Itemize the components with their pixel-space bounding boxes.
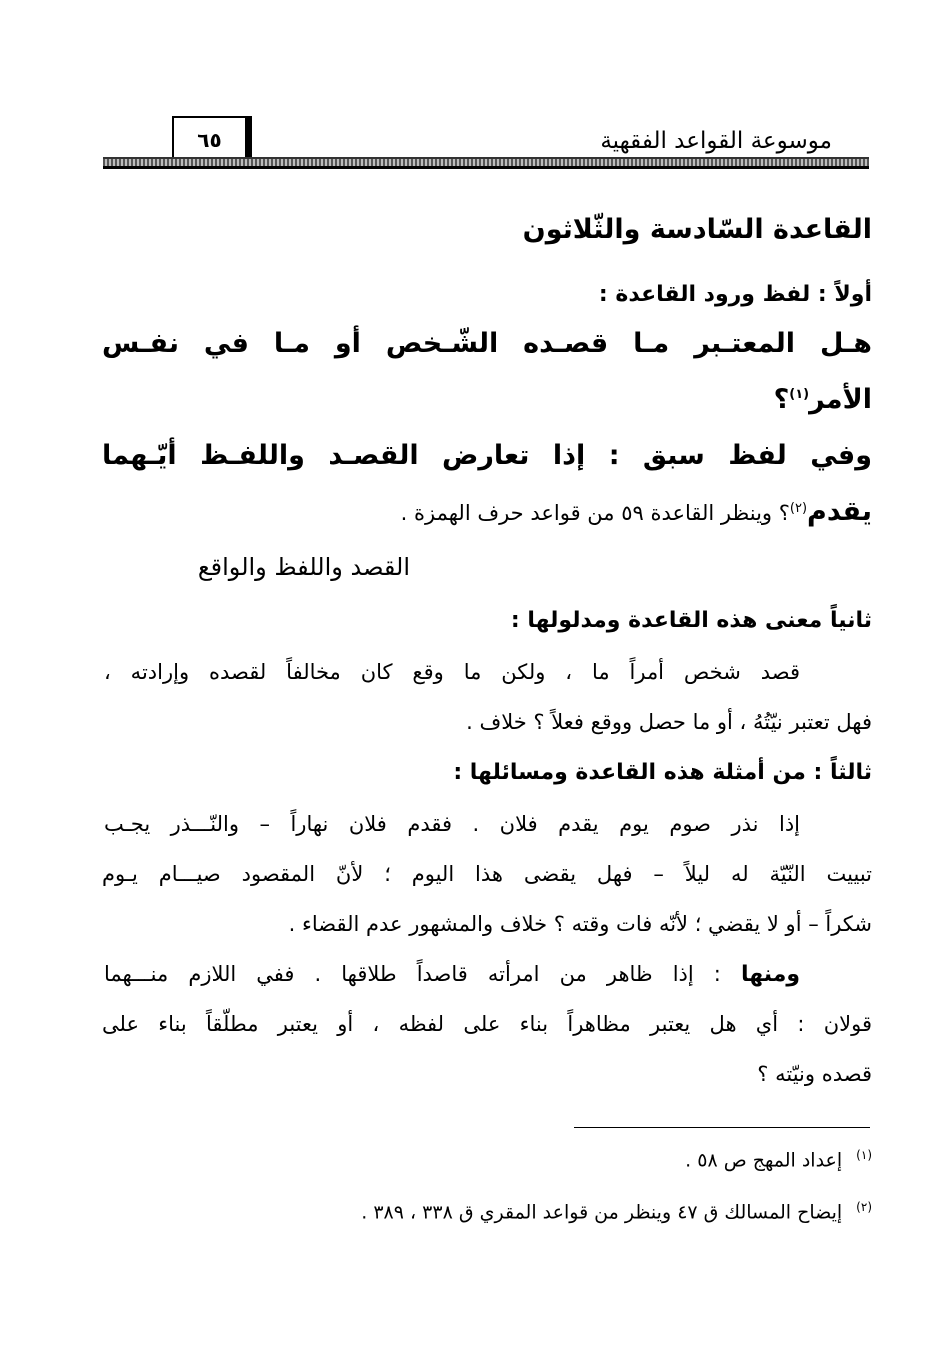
- example-lead-word: ومنها: [740, 962, 800, 987]
- question-mark: ؟: [773, 384, 790, 415]
- alt-text-word: يقدم: [807, 496, 872, 527]
- meaning-line-1: قصد شخص أمراً ما ، ولكن ما وقع كان مخالفاً لقصده وإرادته ،: [104, 660, 800, 684]
- footnote-2: [361, 1200, 872, 1223]
- footnote-text: إيضاح المسالك ق ٤٧ وينظر من قواعد المقري ق ٣٣٨ ، ٣٨٩ .: [361, 1201, 843, 1224]
- first-heading: أولاً : لفظ ورود القاعدة :: [598, 282, 872, 307]
- alt-text-line-2: [102, 496, 872, 527]
- header-rule: [103, 157, 869, 169]
- example-line-4-rest: : إذا ظاهر من امرأته قاصداً طلاقها . ففي اللازم منـــهما: [104, 962, 741, 986]
- example-line-4: [104, 962, 800, 987]
- third-heading: ثالثاً : من أمثلة هذه القاعدة ومسائلها :: [453, 760, 872, 785]
- footnote-ref-2: (٢): [789, 501, 808, 516]
- meaning-line-2: فهل تعتبر نيّتُهُ ، أو ما حصل ووقع فعلاً ؟ خلاف .: [466, 710, 872, 734]
- keywords: القصد واللفظ والواقع: [197, 553, 410, 581]
- footnote-rule: [574, 1127, 870, 1128]
- footnote-number: (٢): [856, 1200, 872, 1214]
- rule-title: القاعدة السّادسة والثّلاثون: [522, 214, 872, 245]
- rule-text-line-2: [102, 384, 872, 415]
- alt-text-line-1: وفي لفظ سبق : إذا تعارض القصـد واللفـظ أيّـهما: [102, 440, 872, 471]
- example-line-2: تبييت النّيّة له ليلاً – فهل يقضى هذا اليوم ؛ لأنّ المقصود صيـــام يـوم: [102, 862, 872, 886]
- rule-text-word: الأمر: [809, 384, 872, 415]
- rule-text-line-1: هـل المعتـبر مـا قصـده الشّـخص أو مـا في نفـس: [102, 328, 872, 359]
- example-line-5: قولان : أي هل يعتبر مظاهراً بناء على لفظه ، أو يعتبر مطلّقاً بناء على: [102, 1012, 872, 1036]
- footnote-1: [685, 1148, 872, 1171]
- book-title: موسوعة القواعد الفقهية: [600, 128, 832, 154]
- alt-text-rest: ؟ وينظر القاعدة ٥٩ من قواعد حرف الهمزة .: [400, 501, 790, 525]
- footnote-text: إعداد المهج ص ٥٨ .: [685, 1149, 843, 1172]
- example-line-6: قصده ونيّته ؟: [757, 1062, 872, 1086]
- footnote-ref-1: (١): [789, 387, 810, 402]
- second-heading: ثانياً معنى هذه القاعدة ومدلولها :: [510, 608, 872, 633]
- page-number: ٦٥: [172, 116, 252, 162]
- example-line-1: إذا نذر صوم يوم يقدم فلان . فقدم فلان نهاراً – والنّـــذر يجـب: [104, 812, 800, 836]
- example-line-3: شكراً – أو لا يقضي ؛ لأنّه فات وقته ؟ خلاف والمشهور عدم القضاء .: [288, 912, 872, 936]
- footnote-number: (١): [856, 1148, 872, 1162]
